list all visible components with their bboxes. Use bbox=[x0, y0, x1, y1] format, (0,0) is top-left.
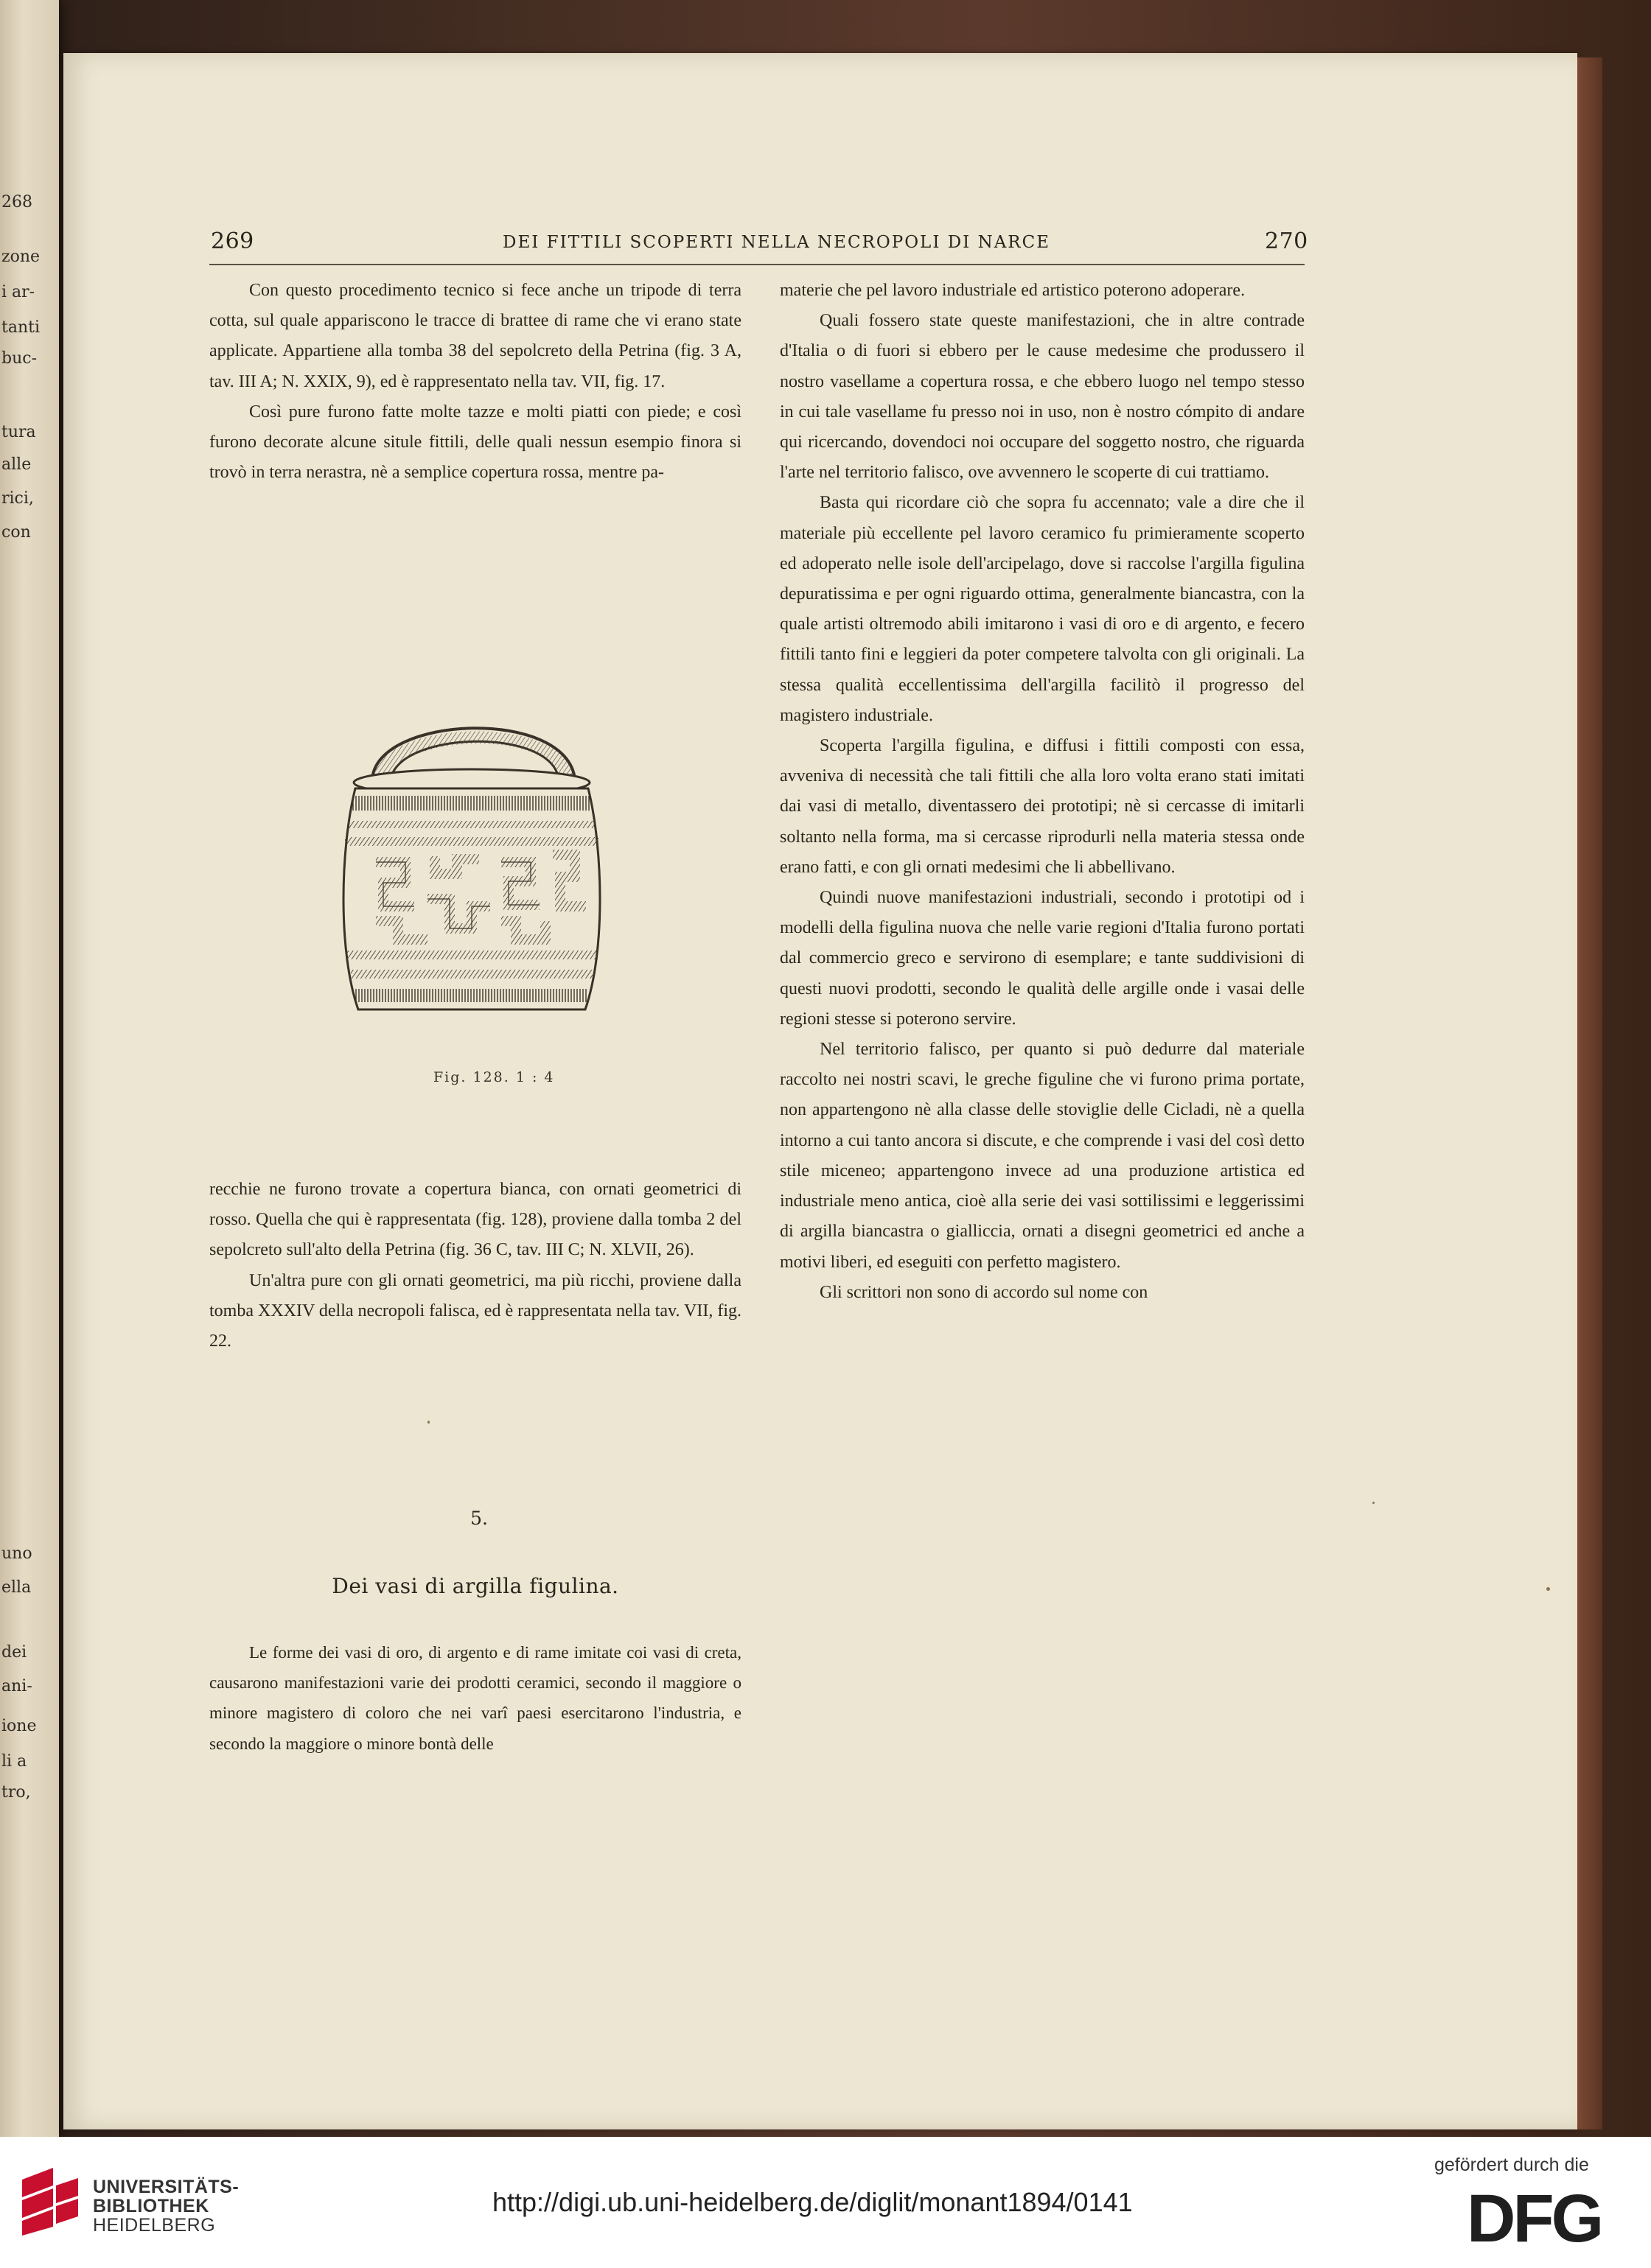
left-column-top-text bbox=[209, 276, 741, 488]
prev-page-fragment: i ar- bbox=[1, 283, 35, 301]
paragraph: Nel territorio falisco, per quanto si può dedurre dal materiale raccolto nei nostri scavi, le greche figuline che vi furono prima portate, non appartengono nè alla classe delle stoviglie delle Cicladi, nè a quella intorno a cui tanto ancora si discute, e che comprende i vasi del così detto stile miceneo; appartengono invece ad una produzione artistica ed industriale meno antica, cioè alla serie dei vasi sottilissimi e leggerissimi di argilla biancastra o gialliccia, ornati a disegni geometrici ed anche a motivi liberi, ed eseguiti con perfetto magistero. bbox=[780, 1040, 1305, 1272]
paragraph: Basta qui ricordare ciò che sopra fu accennato; vale a dire che il materiale più eccellente pel lavoro ceramico fu primieramente scoperto ed adoperato nelle isole dell'arcipelago, dove si raccolse l'argilla figulina depuratissima e per ogni riguardo ottima, generalmente biancastra, con la quale artisti oltremodo abili imitarono i vasi di oro e di argento, e fecero fittili tanto fini e leggieri da poter competere talvolta con gli originali. La stessa qualità eccellentissima dell'argilla facilitò il progresso del magistero industriale. bbox=[780, 493, 1305, 725]
dfg-logo-text: DFG bbox=[1467, 2185, 1602, 2247]
prev-page-fragment: tura bbox=[1, 423, 36, 441]
prev-page-fragment: 268 bbox=[1, 193, 32, 211]
paragraph: Con questo procedimento tecnico si fece anche un tripode di terra cotta, sul quale appariscono le tracce di brattee di rame che vi erano state applicate. Appartiene alla tomba 38 del sepolcreto della Petrina (fig. 3 A, tav. III A; N. XXIX, 9), ed è rappresentato nella tav. VII, fig. 17. bbox=[209, 281, 741, 391]
paragraph: Gli scrittori non sono di accordo sul nome con bbox=[820, 1282, 1148, 1302]
page-number-right: 270 bbox=[1265, 228, 1308, 254]
paper-speck bbox=[427, 1421, 430, 1424]
permalink-url[interactable]: http://digi.ub.uni-heidelberg.de/diglit/monant1894/0141 bbox=[492, 2187, 1133, 2217]
prev-page-fragment: li a bbox=[1, 1752, 27, 1771]
page-number-left: 269 bbox=[211, 228, 254, 254]
situla-figure bbox=[332, 685, 612, 1046]
figure-caption: Fig. 128. 1 : 4 bbox=[433, 1069, 555, 1085]
dfg-logo[interactable] bbox=[1467, 2185, 1624, 2247]
prev-page-fragment: ella bbox=[1, 1578, 32, 1597]
paragraph: Un'altra pure con gli ornati geometrici, ma più ricchi, proviene dalla tomba XXXIV della necropoli falisca, ed è rappresentata nella tav. VII, fig. 22. bbox=[209, 1270, 741, 1351]
prev-page-fragment: tanti bbox=[1, 318, 41, 337]
paragraph: materie che pel lavoro industriale ed artistico poterono adoperare. bbox=[780, 281, 1246, 300]
footer-bar bbox=[0, 2137, 1651, 2268]
prev-page-fragment: uno bbox=[1, 1544, 32, 1563]
paragraph: Scoperta l'argilla figulina, e diffusi i fittili composti con essa, avveniva di necessità che tali fittili che alla loro volta erano stati imitati dai vasi di metallo, diventassero dei prototipi; nè si cercasse di imitarli soltanto nella forma, ma si cercasse riprodurli nella materia stessa onde erano fatti, e con gli ornati medesimi che li abbellivano. bbox=[780, 736, 1305, 877]
paragraph: Così pure furono fatte molte tazze e molti piatti con piede; e così furono decorate alcune situle fittili, delle quali nessun esempio finora si trovò in terra nerastra, nè a semplice copertura rossa, mentre pa- bbox=[209, 402, 741, 483]
funded-by-label: gefördert durch die bbox=[1434, 2155, 1589, 2175]
prev-page-fragment: buc- bbox=[1, 349, 38, 368]
library-name-line2: BIBLIOTHEK bbox=[93, 2196, 209, 2216]
library-name-line1: UNIVERSITÄTS- bbox=[93, 2177, 240, 2197]
prev-page-fragment: ani- bbox=[1, 1677, 32, 1695]
paper-speck bbox=[1546, 1587, 1550, 1591]
section-title: Dei vasi di argilla figulina. bbox=[332, 1574, 619, 1598]
prev-page-fragment: alle bbox=[1, 455, 32, 474]
prev-page-fragment: rici, bbox=[1, 489, 34, 508]
university-library-logo-icon[interactable] bbox=[16, 2165, 84, 2236]
prev-page-fragment: tro, bbox=[1, 1783, 31, 1802]
page-right-edge bbox=[1577, 57, 1602, 2129]
prev-page-fragment: dei bbox=[1, 1643, 27, 1662]
header-rule bbox=[209, 264, 1305, 265]
prev-page-fragment: con bbox=[1, 523, 31, 542]
paragraph: recchie ne furono trovate a copertura bianca, con ornati geometrici di rosso. Quella che qui è rappresentata (fig. 128), proviene dalla tomba 2 del sepolcreto sull'alto della Petrina (fig. 36 C, tav. III C; N. XLVII, 26). bbox=[209, 1180, 741, 1260]
section-number: 5. bbox=[470, 1508, 488, 1529]
section-text bbox=[209, 1637, 741, 1759]
library-name-line3: HEIDELBERG bbox=[93, 2215, 216, 2236]
previous-page-edge bbox=[0, 0, 59, 2137]
paragraph: Quali fossero state queste manifestazioni, che in altre contrade d'Italia o di fuori si ebbero per le cause medesime che produssero il nostro vasellame a copertura rossa, e che ebbero luogo nel tempo stesso in cui tale vasellame fu presso noi in uso, non è nostro cómpito di andare qui ricercando, dovendoci noi occupare del soggetto nostro, che riguarda l'arte nel territorio falisco, ove avvennero le scoperte di cui trattiamo. bbox=[780, 311, 1305, 483]
paragraph: Le forme dei vasi di oro, di argento e di rame imitate coi vasi di creta, causarono manifestazioni varie dei prodotti ceramici, secondo il maggiore o minore magistero di coloro che nei varî paesi esercitarono l'industria, e secondo la maggiore o minore bontà delle bbox=[209, 1643, 741, 1753]
prev-page-fragment: ione bbox=[1, 1717, 37, 1735]
right-column-text bbox=[780, 276, 1305, 1308]
paragraph: Quindi nuove manifestazioni industriali, secondo i prototipi od i modelli della figulina nuova che nelle varie regioni d'Italia furono portati dal commercio greco e servirono di esemplare; e tante suddivisioni di questi nuovi prodotti, secondo le qualità delle argille onde i vasai delle regioni stesse si poterono servire. bbox=[780, 888, 1305, 1029]
running-title: DEI FITTILI SCOPERTI NELLA NECROPOLI DI NARCE bbox=[503, 233, 1051, 252]
left-column-bottom-text bbox=[209, 1175, 741, 1357]
prev-page-fragment: zone bbox=[1, 248, 41, 266]
paper-speck bbox=[1372, 1502, 1375, 1504]
